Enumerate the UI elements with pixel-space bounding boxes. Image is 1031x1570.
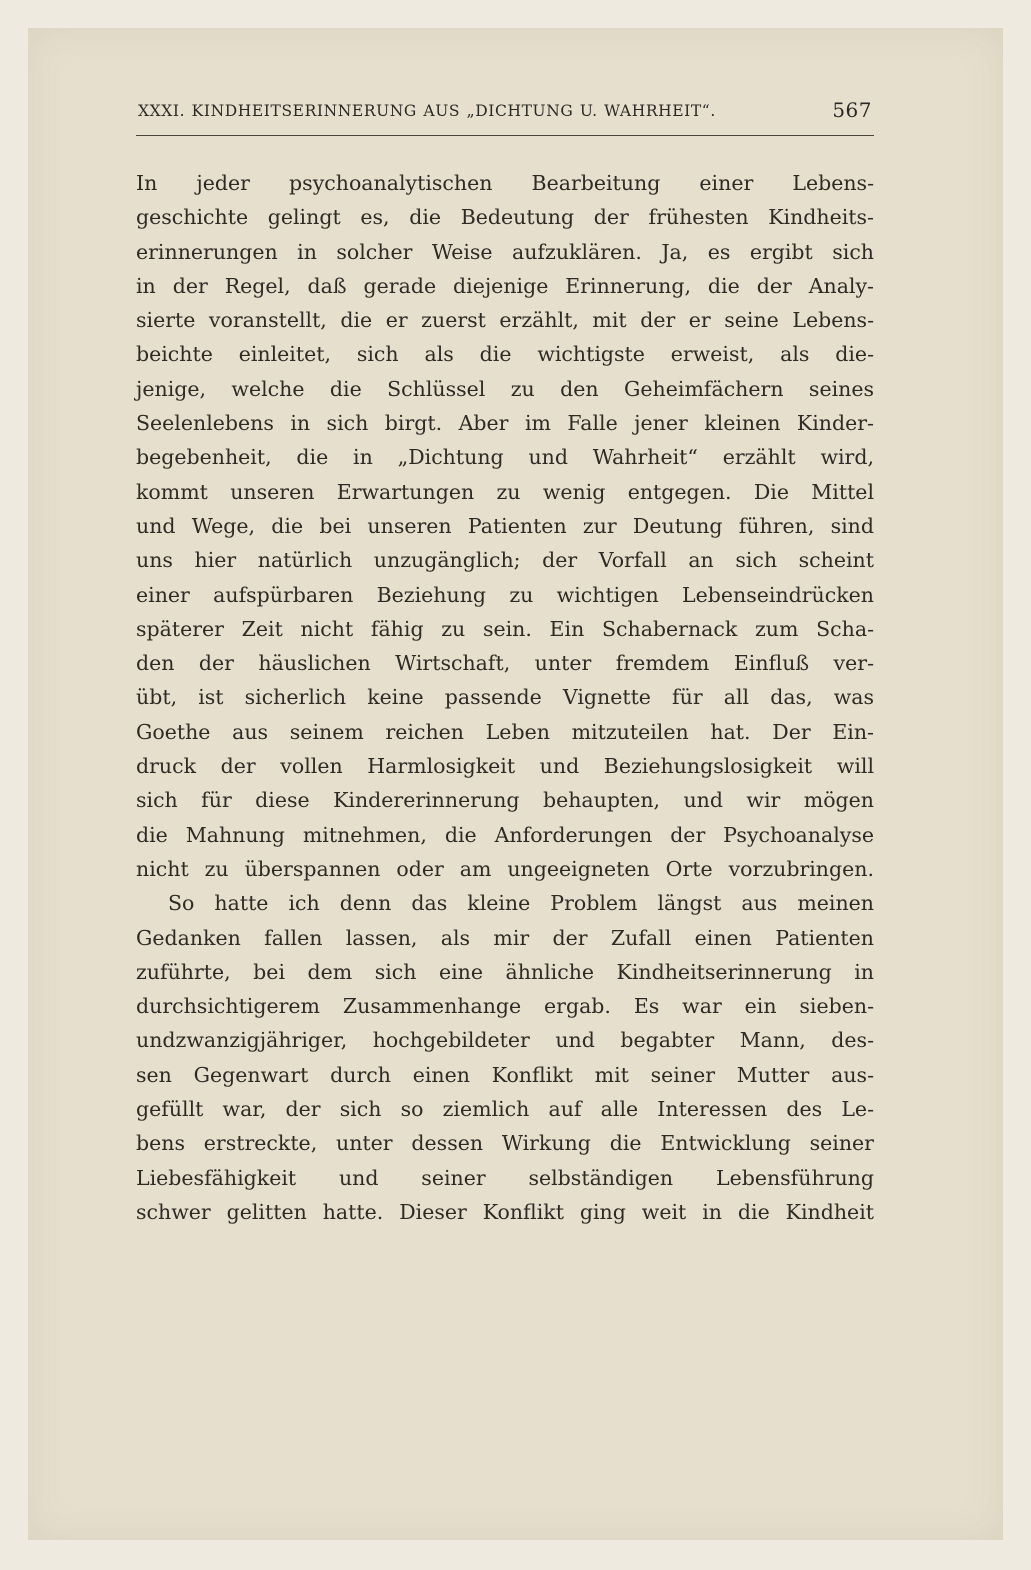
text-line: schwer gelitten hatte. Dieser Konflikt ging weit in die Kindheit [136,1199,874,1224]
text-line: jenige, welche die Schlüssel zu den Geheimfächern seines [136,376,874,401]
text-line: zuführte, bei dem sich eine ähnliche Kindheitserinnerung in [136,959,874,984]
paragraph-1 [136,166,874,886]
text-line: späterer Zeit nicht fähig zu sein. Ein Schabernack zum Scha- [136,616,874,641]
text-line: Goethe aus seinem reichen Leben mitzuteilen hat. Der Ein- [136,719,874,744]
text-line: die Mahnung mitnehmen, die Anforderungen der Psychoanalyse [136,822,874,847]
text-line: bens erstreckte, unter dessen Wirkung die Entwicklung seiner [136,1131,874,1156]
text-line: in der Regel, daß gerade diejenige Erinnerung, die der Analy- [136,273,874,298]
text-line: beichte einleitet, sich als die wichtigste erweist, als die- [136,342,874,367]
paragraph-2 [136,886,874,1229]
text-line: sich für diese Kindererinnerung behaupten, und wir mögen [136,788,874,813]
text-line: druck der vollen Harmlosigkeit und Beziehungslosigkeit will [136,754,874,779]
text-line: den der häuslichen Wirtschaft, unter fremdem Einfluß ver- [136,651,874,676]
text-line: durchsichtigerem Zusammenhange ergab. Es war ein sieben- [136,994,874,1019]
text-line: erinnerungen in solcher Weise aufzuklären. Ja, es ergibt sich [136,239,874,264]
text-line: einer aufspürbaren Beziehung zu wichtigen Lebenseindrücken [136,582,874,607]
text-line: In jeder psychoanalytischen Bearbeitung einer Lebens- [136,171,874,195]
running-head: XXXI. KINDHEITSERINNERUNG AUS „DICHTUNG U. WAHRHEIT“. [138,102,716,120]
text-line: sierte voranstellt, die er zuerst erzählt, mit der er seine Lebens- [136,308,874,333]
body-text [136,166,874,1229]
text-line: geschichte gelingt es, die Bedeutung der frühesten Kindheits- [136,205,874,230]
header-rule [136,135,874,136]
text-line: gefüllt war, der sich so ziemlich auf alle Interessen des Le- [136,1097,874,1122]
text-line: nicht zu überspannen oder am ungeeigneten Orte vorzubringen. [136,856,874,881]
page-header [136,98,874,128]
text-line: Liebesfähigkeit und seiner selbständigen Lebensführung [136,1165,874,1190]
text-line: undzwanzigjähriger, hochgebildeter und begabter Mann, des- [136,1028,874,1053]
text-line: begebenheit, die in „Dichtung und Wahrheit“ erzählt wird, [136,445,874,470]
text-line: kommt unseren Erwartungen zu wenig entgegen. Die Mittel [136,479,874,504]
text-line: Gedanken fallen lassen, als mir der Zufall einen Patienten [136,925,874,950]
text-line: sen Gegenwart durch einen Konflikt mit seiner Mutter aus- [136,1062,874,1087]
text-line: und Wege, die bei unseren Patienten zur Deutung führen, sind [136,513,874,538]
page-number: 567 [832,98,872,122]
text-line: So hatte ich denn das kleine Problem längst aus meinen [168,891,874,916]
text-line: übt, ist sicherlich keine passende Vignette für all das, was [136,685,874,710]
text-line: uns hier natürlich unzugänglich; der Vorfall an sich scheint [136,548,874,573]
text-line: Seelenlebens in sich birgt. Aber im Falle jener kleinen Kinder- [136,411,874,436]
